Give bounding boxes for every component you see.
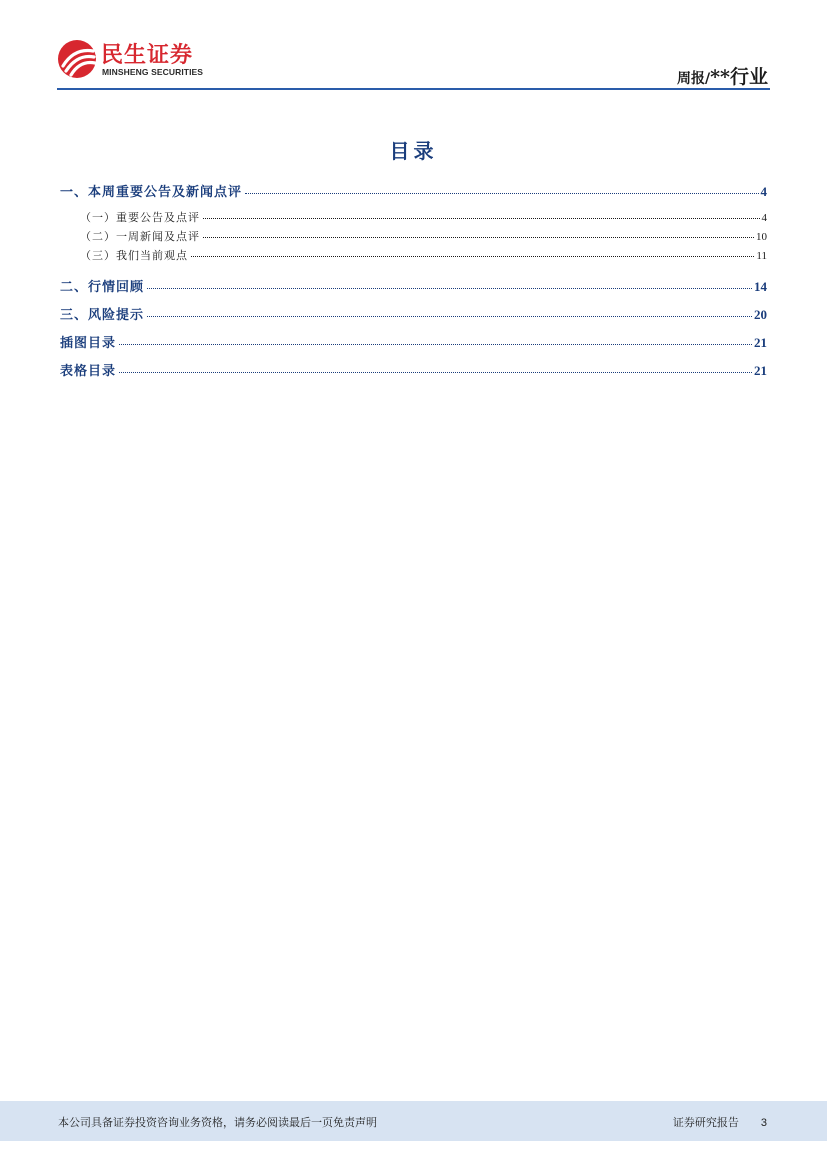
toc-leader-dots (119, 344, 752, 345)
toc-entry-page: 10 (756, 231, 767, 243)
toc-entry[interactable] (60, 332, 767, 351)
toc-leader-dots (147, 316, 752, 317)
minsheng-logo-icon (57, 39, 97, 79)
toc-entry-label: 一、本周重要公告及新闻点评 (60, 185, 243, 200)
brand-name-cn: 民生证券 (101, 43, 194, 68)
toc-entry-label: （三）我们当前观点 (80, 249, 188, 262)
toc-entry-label: （一）重要公告及点评 (80, 211, 200, 224)
header-divider (57, 88, 770, 90)
toc-entry[interactable] (60, 304, 767, 323)
toc-entry-page: 21 (754, 363, 767, 378)
report-type: 证券研究报告 (672, 1116, 739, 1129)
toc-entry-label: 插图目录 (60, 336, 117, 351)
report-category (677, 62, 768, 89)
toc-entry-page: 4 (761, 212, 767, 224)
toc-entry-label: （二）一周新闻及点评 (80, 230, 200, 243)
toc-entry-page: 14 (754, 279, 767, 294)
brand-name-en: MINSHENG SECURITIES (102, 67, 204, 77)
toc-entry-page: 4 (760, 184, 767, 199)
toc-entry-label: 二、行情回顾 (60, 280, 145, 295)
industry-mark: ** (710, 66, 730, 88)
toc-entry[interactable] (60, 276, 767, 295)
toc-leader-dots (147, 288, 752, 289)
toc-leader-dots (191, 256, 754, 257)
industry-label: 行业 (729, 66, 768, 88)
toc-leader-dots (203, 237, 754, 238)
toc-entry[interactable] (80, 228, 767, 244)
toc-entry-page: 21 (754, 335, 767, 350)
toc-entry-label: 表格目录 (60, 364, 117, 379)
footer-meta (673, 1114, 767, 1130)
toc-title: 目录 (389, 139, 438, 163)
toc-entry-label: 三、风险提示 (60, 308, 145, 323)
doc-type: 周报/ (676, 71, 711, 87)
toc-entry[interactable] (80, 247, 767, 263)
toc-leader-dots (119, 372, 752, 373)
page-number: 3 (760, 1117, 767, 1129)
brand-logo (57, 36, 217, 82)
toc-entry[interactable] (60, 360, 767, 379)
page-header (57, 36, 770, 90)
toc-leader-dots (245, 193, 758, 194)
toc-leader-dots (203, 218, 760, 219)
toc-entry-page: 11 (756, 250, 767, 262)
page-footer (0, 1101, 827, 1141)
toc-entry[interactable] (60, 181, 767, 200)
toc-entry[interactable] (80, 209, 767, 225)
toc-entry-page: 20 (754, 307, 767, 322)
footer-disclaimer: 本公司具备证券投资咨询业务资格，请务必阅读最后一页免责声明 (58, 1116, 377, 1129)
